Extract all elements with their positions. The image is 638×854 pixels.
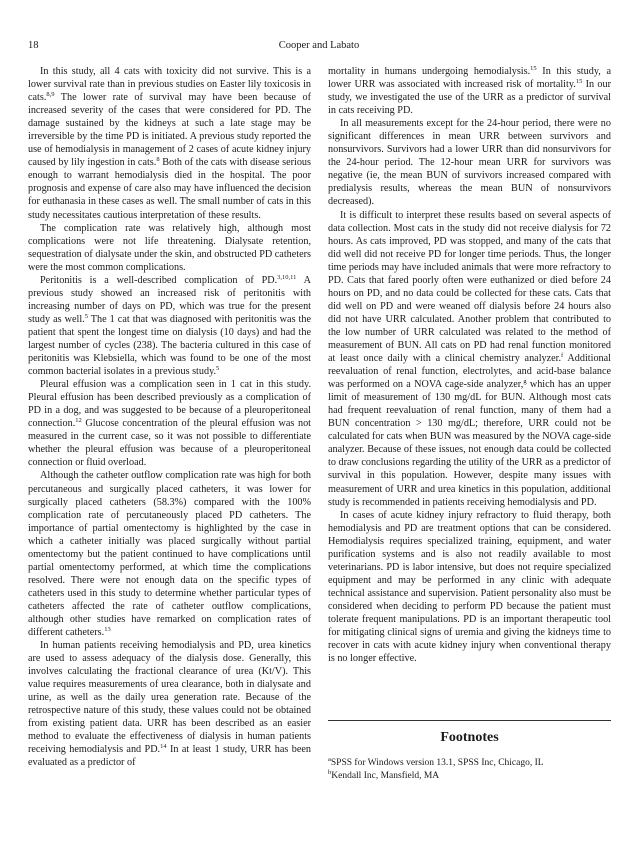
- paragraph-text: The complication rate was relatively high, although most complications were not life threatening. Dialysate retention, sequestration of dialysate under the skin, and obstructed PD catheters were the most common complications.: [28, 222, 311, 273]
- paragraph-text: Pleural effusion was a complication seen in 1 cat in this study. Pleural effusion has been described previously as a complication of PD in a dog, and was suggested to be because of a pleuroperitoneal connection.: [28, 379, 311, 430]
- paragraph-text: Although the catheter outflow complication rate was high for both percutaneous and surgically placed catheters, it was lower for surgically placed catheters (58.3%) compared with the 100% complication rate of percutaneously placed PD catheters. The importance of partial omentectomy is highlighted by the case in which a catheter initially was placed surgically without partial omentectomy but the patient continued to have complications until partial omentectomy performed, at which time the complications resolved. There were not enough data on the specific types of catheters used in this study to determine whether particular types of catheters affected the rate of catheter outflow complications, although other studies have remarked on complication rates of different catheters.: [28, 470, 311, 639]
- citation-superscript: 5: [84, 312, 88, 320]
- paragraph-text: In our study, we investigated the use of the URR as a predictor of survival in cats receiving PD.: [328, 79, 611, 117]
- footnote-text: SPSS for Windows version 13.1, SPSS Inc, Chicago, IL: [330, 758, 544, 768]
- citation-superscript: 8,9: [46, 91, 55, 99]
- paragraph-text: The lower rate of survival may have been because of increased severity of the cases that were considered for PD. The damage sustained by the kidneys at such a late stage may be irreversible by the time PD is initiated. A previous study reported the use of hemodialysis in management of 2 cases of acute kidney injury caused by lily ingestion in cats.: [28, 92, 311, 169]
- footnotes-divider: [328, 720, 611, 721]
- footnote: [328, 770, 611, 782]
- footnotes-title: Footnotes: [440, 730, 499, 745]
- paragraph-text: A previous study showed an increased risk of peritonitis with increasing number of days on PD, which was true for the present study as well.: [28, 274, 311, 325]
- paragraph-text: In human patients receiving hemodialysis and PD, urea kinetics are used to assess adequacy of the dialysis dose. Generally, this involves calculating the fractional clearance of urea (Kt/V). This value requires measurements of urea clearance, both in dialysate and urine, as well as the daily urea generation rate. Because of the retrospective nature of this study, these values could not be obtained from existing patient data. URR has been described as an easier method to evaluate the effectiveness of dialysis in human patients receiving hemodialysis and PD.: [28, 640, 311, 756]
- paragraph-text: Glucose concentration of the pleural effusion was not measured in the current case, so it was not possible to differentiate whether the pleural effusion was because of a pleuroperitoneal connection or fluid overload.: [28, 418, 311, 469]
- body-paragraph: [28, 378, 311, 469]
- body-paragraph: [328, 65, 611, 117]
- citation-superscript: f: [561, 352, 564, 360]
- citation-superscript: g: [523, 378, 527, 386]
- paragraph-text: In all measurements except for the 24-hour period, there were no significant differences in mean URR between survivors and nonsurvivors. Survivors had a lower URR than did nonsurvivors for the 24-hour period. The 12-hour mean URR for survivors was negative (ie, the mean BUN of survivors increased compared with predialysis results, whereas the mean BUN of nonsurvivors decreased).: [328, 118, 611, 208]
- paragraph-text: In at least 1 study, URR has been evaluated as a predictor of: [28, 744, 311, 769]
- paragraph-text: In this study, all 4 cats with toxicity did not survive. This is a lower survival rate than in previous studies on Easter lily toxicosis in cats.: [28, 66, 311, 104]
- citation-superscript: 8: [156, 156, 160, 164]
- footnote-marker: b: [328, 769, 332, 776]
- body-paragraph: [28, 274, 311, 378]
- citation-superscript: 15: [575, 78, 583, 86]
- page-number: 18: [28, 40, 39, 51]
- body-paragraph: [328, 117, 611, 208]
- paragraph-text: mortality in humans undergoing hemodialysis.: [328, 66, 531, 77]
- body-paragraph: [28, 469, 311, 639]
- body-paragraph: [328, 209, 611, 509]
- citation-superscript: 3,10,11: [277, 273, 297, 281]
- citation-superscript: 12: [75, 417, 82, 425]
- footnote-marker: a: [328, 756, 331, 763]
- paragraph-text: In this study, a lower URR was associated with increased risk of mortality.: [328, 66, 611, 91]
- running-head: Cooper and Labato: [278, 40, 360, 51]
- footnote-text: Kendall Inc, Mansfield, MA: [331, 771, 440, 781]
- paragraph-text: It is difficult to interpret these results based on several aspects of data collection. Most cats in the study did not receive dialysis for 72 hours. As cats improved, PD was stopped, and many of the cats that did well did not receive PD for longer time periods. Thus, the longer time periods may have included animals that were more refractory to PD. Cats that fared poorly often were euthanized or died before 24 hours on PD, and no data could be collected for these cats. Cats that did well on PD and were weaned off dialysis before 24 hours also did not have URR calculated. Another problem that contributed to the low number of URR calculated was related to the method of measurement of BUN. All cats on PD had renal function monitored at least once daily with a clinical chemistry analyzer.: [328, 209, 611, 365]
- citation-superscript: 14: [160, 743, 167, 751]
- paragraph-text: Additional reevaluation of renal function, electrolytes, and acid-base balance was performed on a NOVA cage-side analyzer,: [328, 353, 612, 391]
- citation-superscript: 5: [216, 365, 220, 373]
- body-paragraph: [28, 639, 311, 769]
- body-paragraph: [28, 65, 311, 222]
- body-paragraph: [28, 222, 311, 274]
- citation-superscript: 13: [104, 626, 111, 634]
- left-column: [28, 65, 311, 770]
- paragraph-text: In cases of acute kidney injury refractory to fluid therapy, both hemodialysis and PD are treatment options that can be considered. Hemodialysis requires specialized training, equipment, and water purification systems and is also not readily available to most veterinarians. PD is labor intensive, but does not require specialized equipment and may be performed in any clinic with adequate technical assistance and supervision. Patient personality also must be considered when deciding to perform PD because the patient must tolerate frequent manipulations. PD is an important therapeutic tool for mitigating clinical signs of uremia and giving the kidneys time to recover in cats with acute kidney injury when conventional therapy is no longer effective.: [328, 509, 611, 665]
- paragraph-text: which has an upper limit of measurement of 130 mg/dL for BUN. Although most cats had frequent reevaluation of renal function, many of them had a BUN concentration > 130 mg/dL; therefore, URR could not be calculated for cats when BUN was measured by the NOVA cage-side analyzer. Because of these issues, not enough data could be collected to draw conclusions regarding the utility of the URR as a predictor of survival in this population. However, despite many issues with measurement of URR and urea kinetics in this population, additional study is recommended in patients receiving hemodialysis and PD.: [328, 379, 611, 508]
- paragraph-text: Both of the cats with disease serious enough to warrant hemodialysis died in the hospital. The poor prognosis and expense of care also may have influenced the decision for euthanasia in these cases as well. The small number of cats in this study necessitates cautious interpretation of these results.: [28, 157, 311, 221]
- footnote: [328, 757, 611, 769]
- paragraph-text: The 1 cat that was diagnosed with peritonitis was the patient that spent the longest time on dialysis (10 days) and had the largest number of cycles (238). The bacteria cultured in this case of peritonitis was Klebsiella, which was found to be one of the most common bacterial isolates in a previous study.: [28, 313, 312, 378]
- citation-superscript: 15: [530, 65, 537, 72]
- paragraph-text: Peritonitis is a well-described complication of PD.: [40, 274, 278, 286]
- right-column: [328, 65, 611, 665]
- body-paragraph: [328, 509, 611, 666]
